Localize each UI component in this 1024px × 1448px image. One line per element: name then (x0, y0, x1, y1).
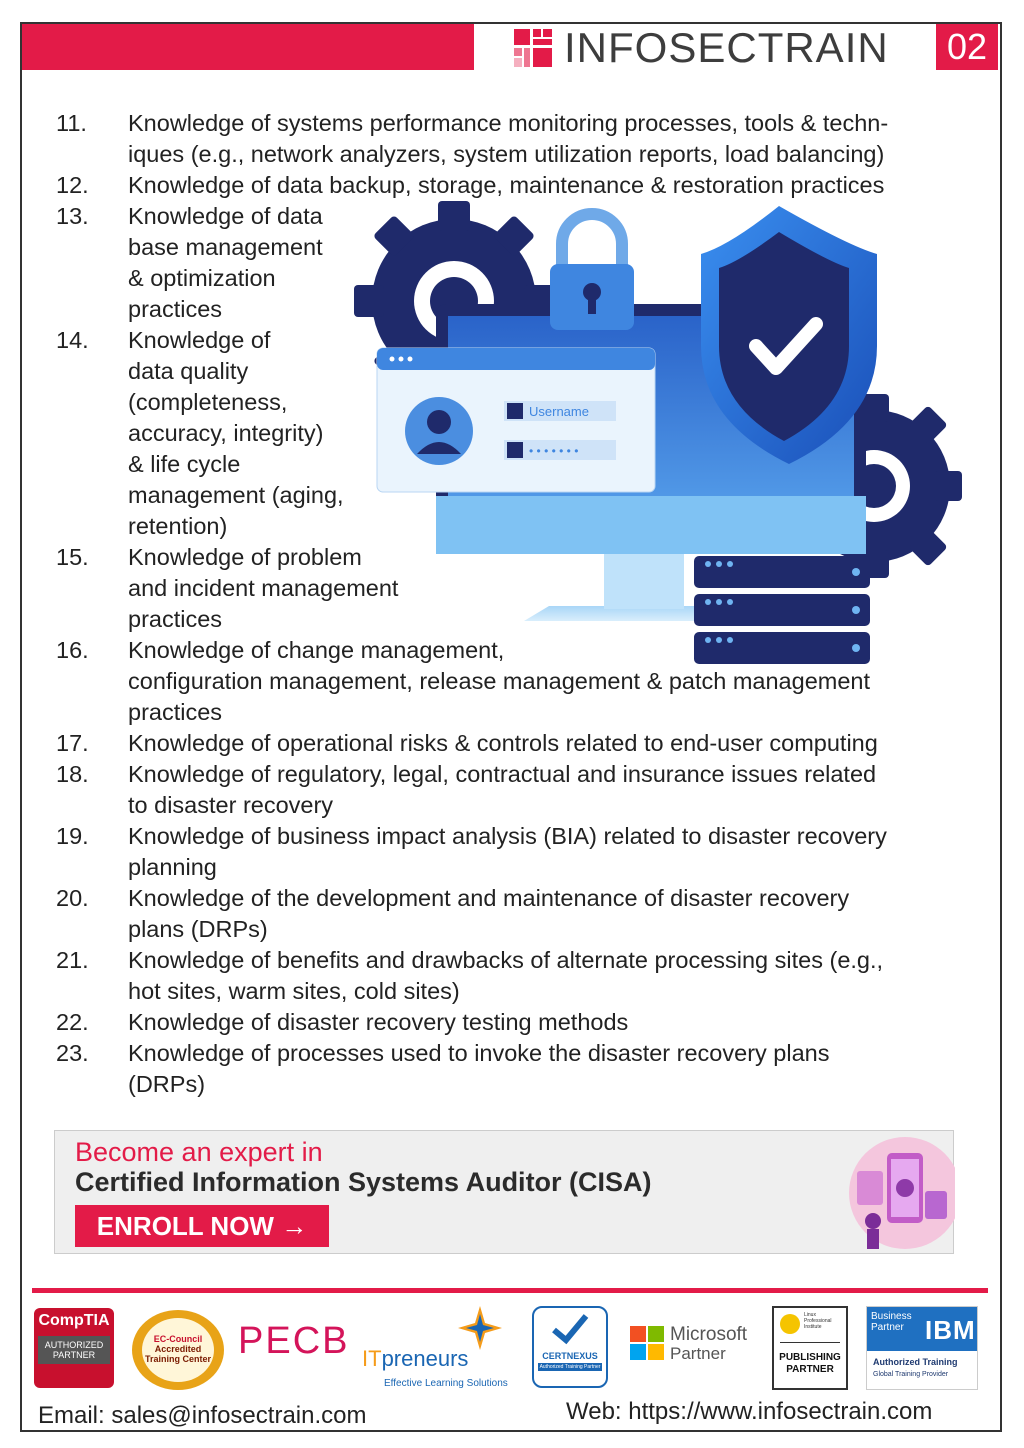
certnexus-text: CERTNEXUS (542, 1351, 598, 1361)
list-item-number: 13. (56, 203, 89, 229)
ibm-bp1: Business (871, 1311, 912, 1322)
list-item-line: Knowledge of problem (128, 544, 362, 570)
pecb-logo: PECB (238, 1320, 350, 1362)
list-item-line: Knowledge of data backup, storage, maintenance & restoration practices (128, 172, 885, 198)
list-item-text (128, 728, 976, 759)
list-item-line: hot sites, warm sites, cold sites) (128, 978, 460, 1004)
list-item (56, 1007, 976, 1038)
lpi-pub1: PUBLISHING (779, 1352, 841, 1363)
list-item-line: Knowledge of business impact analysis (BIA) related to disaster recovery (128, 823, 887, 849)
comptia-text: CompTIA (38, 1312, 110, 1329)
list-item-text (128, 945, 976, 1007)
lpi-pub2: PARTNER (786, 1364, 834, 1375)
list-item-line: Knowledge of operational risks & controls related to end-user computing (128, 730, 878, 756)
certnexus-check-icon (550, 1312, 590, 1346)
list-item-line: retention) (128, 513, 228, 539)
eccouncil-text1: EC-Council (153, 1334, 203, 1344)
banner-line1: Become an expert in (75, 1137, 323, 1167)
comptia-logo (34, 1308, 114, 1388)
microsoft-partner-logo (630, 1326, 760, 1366)
list-item (56, 759, 976, 821)
list-item-line: iques (e.g., network analyzers, system utilization reports, load balancing) (128, 141, 885, 167)
ibm-business-partner (866, 1306, 978, 1390)
page-number: 02 (936, 24, 998, 70)
certnexus-sub: Authorized Training Partner (539, 1364, 601, 1370)
list-item (56, 883, 976, 945)
comptia-sub2: PARTNER (52, 1350, 96, 1360)
logo-text-bold: INFOSEC (564, 24, 758, 71)
comptia-sub1: AUTHORIZED (44, 1340, 104, 1350)
header-red-band (22, 24, 474, 70)
list-item-number: 21. (56, 947, 89, 973)
list-item-number: 19. (56, 823, 89, 849)
list-item-line: Knowledge of (128, 327, 271, 353)
list-item-line: Knowledge of change management, (128, 637, 505, 663)
list-item-line: & life cycle (128, 451, 241, 477)
list-item-text (128, 883, 976, 945)
microsoft-text2: Partner (670, 1344, 726, 1363)
list-item (56, 945, 976, 1007)
server-stack-icon (694, 556, 870, 664)
list-item-line: configuration management, release management & patch management (128, 668, 871, 694)
security-illustration (344, 196, 964, 666)
eccouncil-text3: Training Center (144, 1354, 211, 1364)
list-item-line: practices (128, 296, 223, 322)
itpreneurs-rest: preneurs (381, 1346, 469, 1371)
list-item (56, 821, 976, 883)
itpreneurs-star-icon (458, 1306, 502, 1350)
list-item-line: (DRPs) (128, 1071, 206, 1097)
banner-line2: Certified Information Systems Auditor (CISA) (75, 1167, 652, 1197)
list-item-line: plans (DRPs) (128, 916, 268, 942)
list-item-line: Knowledge of systems performance monitoring processes, tools & techn- (128, 110, 889, 136)
list-item-text (128, 759, 976, 821)
infosectrain-logo (514, 26, 889, 70)
list-item-line: base management (128, 234, 323, 260)
list-item (56, 728, 976, 759)
list-item-line: Knowledge of benefits and drawbacks of alternate processing sites (e.g., (128, 947, 884, 973)
list-item-number: 16. (56, 637, 89, 663)
microsoft-text1: Microsoft (670, 1324, 748, 1345)
list-item-number: 14. (56, 327, 89, 353)
list-item-number: 17. (56, 730, 89, 756)
itpreneurs-it: IT (362, 1346, 382, 1371)
footer-web[interactable]: Web: https://www.infosectrain.com (566, 1398, 933, 1425)
ibm-auth2: Global Training Provider (873, 1371, 949, 1378)
logo-text (564, 24, 889, 72)
eccouncil-seal (132, 1310, 224, 1390)
ibm-text: IBM (925, 1315, 976, 1345)
logo-mark-icon (514, 29, 552, 67)
list-item-line: practices (128, 606, 223, 632)
enroll-now-button[interactable]: ENROLL NOW → (75, 1205, 329, 1247)
certnexus-badge (532, 1306, 608, 1388)
list-item-number: 18. (56, 761, 89, 787)
list-item-line: data quality (128, 358, 249, 384)
list-item-line: management (aging, (128, 482, 344, 508)
list-item-line: accuracy, integrity) (128, 420, 324, 446)
lpi-publishing-partner (772, 1306, 848, 1390)
lpi-text1: Linux (804, 1312, 816, 1318)
list-item-line: (completeness, (128, 389, 288, 415)
lpi-text3: Institute (804, 1324, 822, 1330)
list-item-line: practices (128, 699, 223, 725)
list-item-number: 11. (56, 110, 87, 136)
footer-email[interactable]: Email: sales@infosectrain.com (38, 1402, 367, 1429)
itpreneurs-tagline: Effective Learning Solutions (384, 1378, 508, 1389)
list-item-number: 15. (56, 544, 89, 570)
list-item (56, 1038, 976, 1100)
list-item-line: Knowledge of data (128, 203, 323, 229)
list-item-line: planning (128, 854, 217, 880)
list-item-line: Knowledge of the development and maintenance of disaster recovery (128, 885, 850, 911)
username-placeholder: Username (529, 404, 589, 419)
list-item-line: & optimization (128, 265, 276, 291)
ibm-auth1: Authorized Training (873, 1357, 958, 1367)
lpi-text2: Professional (804, 1318, 832, 1324)
list-item-line: Knowledge of processes used to invoke the disaster recovery plans (128, 1040, 830, 1066)
list-item-number: 23. (56, 1040, 89, 1066)
eccouncil-text2: Accredited (154, 1344, 202, 1354)
password-dots: • • • • • • • (529, 444, 579, 458)
footer-divider (32, 1288, 988, 1293)
ibm-bp2: Partner (871, 1322, 904, 1333)
list-item-text (128, 1038, 976, 1100)
banner-illustration (835, 1131, 955, 1253)
list-item-line: Knowledge of regulatory, legal, contractual and insurance issues related (128, 761, 877, 787)
partner-logos (32, 1300, 988, 1400)
list-item-line: Knowledge of disaster recovery testing methods (128, 1009, 629, 1035)
list-item-text (128, 1007, 976, 1038)
list-item-text (128, 108, 976, 170)
list-item-number: 20. (56, 885, 89, 911)
list-item-number: 12. (56, 172, 89, 198)
itpreneurs-logo (362, 1306, 522, 1396)
cisa-banner[interactable] (54, 1130, 954, 1254)
list-item-line: to disaster recovery (128, 792, 334, 818)
list-item (56, 108, 976, 170)
logo-text-light: TRAIN (757, 24, 889, 71)
list-item-line: and incident management (128, 575, 399, 601)
list-item-text (128, 821, 976, 883)
list-item-number: 22. (56, 1009, 89, 1035)
